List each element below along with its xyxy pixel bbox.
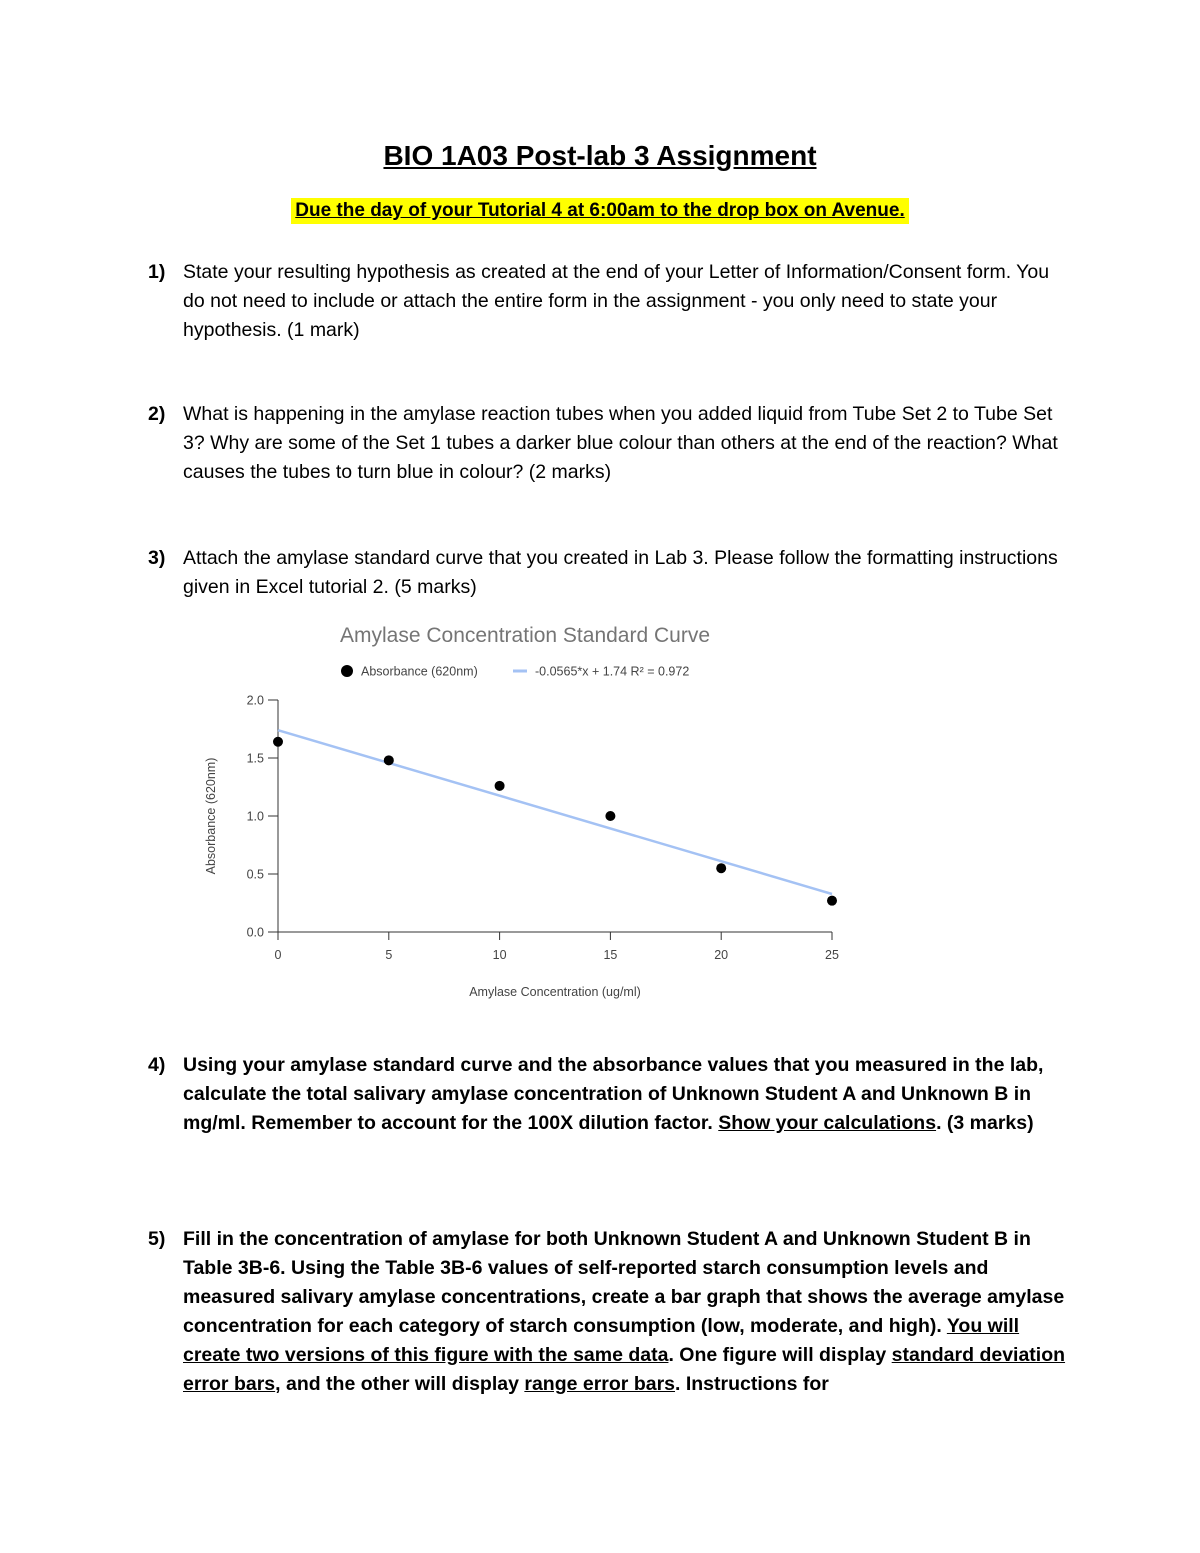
x-tick-label: 0: [274, 948, 282, 962]
question-3: [148, 544, 1068, 602]
y-axis-label: Absorbance (620nm): [204, 757, 218, 875]
x-axis-label: Amylase Concentration (ug/ml): [469, 985, 641, 999]
chart-title: Amylase Concentration Standard Curve: [339, 624, 711, 647]
question-text-part: . Instructions for: [675, 1373, 829, 1395]
sd-error-bars-emphasis: standard deviation error bars: [183, 1344, 1066, 1395]
question-4: [148, 1051, 1068, 1138]
y-tick-label: 0.0: [246, 925, 264, 940]
question-number: 5): [148, 1228, 166, 1250]
question-number: 3): [148, 547, 166, 569]
y-tick-label: 0.5: [246, 867, 264, 882]
question-text-part: Fill in the concentration of amylase for both Unknown Student A and Unknown Student B in Table 3B-6. Using the Table 3B-6 values of self-reported starch consumption levels and measured salivary amylase concentrations, create a bar graph that shows the average amylase concentration for each category of starch consumption (low, moderate, and high).: [183, 1228, 1065, 1337]
trendline-layer: [278, 730, 832, 894]
data-point: [384, 755, 394, 765]
question-text: Attach the amylase standard curve that you created in Lab 3. Please follow the formatting instructions given in Excel tutorial 2. (5 marks): [183, 547, 1058, 598]
question-text-part: , and the other will display: [275, 1373, 525, 1395]
question-text: [183, 1051, 1068, 1138]
question-text: State your resulting hypothesis as created at the end of your Letter of Information/Consent form. You do not need to include or attach the entire form in the assignment - you only need to state your hypothesis. (1 mark): [183, 261, 1050, 341]
y-tick-label: 1.0: [246, 809, 264, 824]
question-text-part: . One figure will display: [668, 1344, 892, 1366]
question-text: [183, 1225, 1068, 1399]
data-point: [605, 811, 615, 821]
two-versions-emphasis: You will create two versions of this figure with the same data: [183, 1315, 1020, 1366]
x-tick-label: 5: [385, 948, 393, 962]
x-tick-label: 10: [492, 948, 507, 962]
question-text-part: . (3 marks): [936, 1112, 1034, 1134]
due-note: Due the day of your Tutorial 4 at 6:00am to the drop box on Avenue.: [291, 198, 908, 224]
question-text: What is happening in the amylase reaction tubes when you added liquid from Tube Set 2 to Tube Set 3? Why are some of the Set 1 tubes a darker blue colour than others at the end of the reaction? What causes the tubes to turn blue in colour? (2 marks): [183, 403, 1058, 483]
question-number: 2): [148, 403, 166, 425]
x-axis-tick-labels: [275, 948, 839, 962]
trendline: [278, 730, 832, 894]
y-axis-tick-labels: [247, 694, 264, 940]
standard-curve-chart: [195, 612, 855, 1012]
show-calculations-emphasis: Show your calculations: [718, 1112, 937, 1134]
data-point: [273, 737, 283, 747]
question-number: 1): [148, 261, 166, 283]
legend-label-absorbance: Absorbance (620nm): [361, 664, 478, 679]
chart-axes: [268, 700, 832, 940]
data-point: [716, 863, 726, 873]
question-text-part: Using your amylase standard curve and the absorbance values that you measured in the lab, calculate the total salivary amylase concentration of Unknown Student A and Unknown B in mg/ml. Remember to account for the 100X dilution factor.: [183, 1054, 1044, 1134]
document-title: BIO 1A03 Post-lab 3 Assignment: [383, 140, 817, 171]
x-tick-label: 15: [603, 948, 618, 962]
question-1: [148, 258, 1068, 345]
y-tick-label: 1.5: [246, 751, 264, 766]
question-number: 4): [148, 1054, 166, 1076]
legend-label-trendline: -0.0565*x + 1.74 R² = 0.972: [535, 664, 690, 679]
data-points: [273, 737, 837, 906]
legend-marker-absorbance: [341, 665, 353, 677]
chart-legend: [341, 665, 689, 679]
range-error-bars-emphasis: range error bars: [524, 1373, 676, 1395]
data-point: [495, 781, 505, 791]
data-point: [827, 896, 837, 906]
y-tick-label: 2.0: [246, 693, 264, 708]
question-5: [148, 1225, 1068, 1399]
due-note-wrap: [0, 198, 1200, 224]
question-2: [148, 400, 1068, 487]
x-tick-label: 25: [825, 948, 839, 962]
x-tick-label: 20: [714, 948, 729, 962]
